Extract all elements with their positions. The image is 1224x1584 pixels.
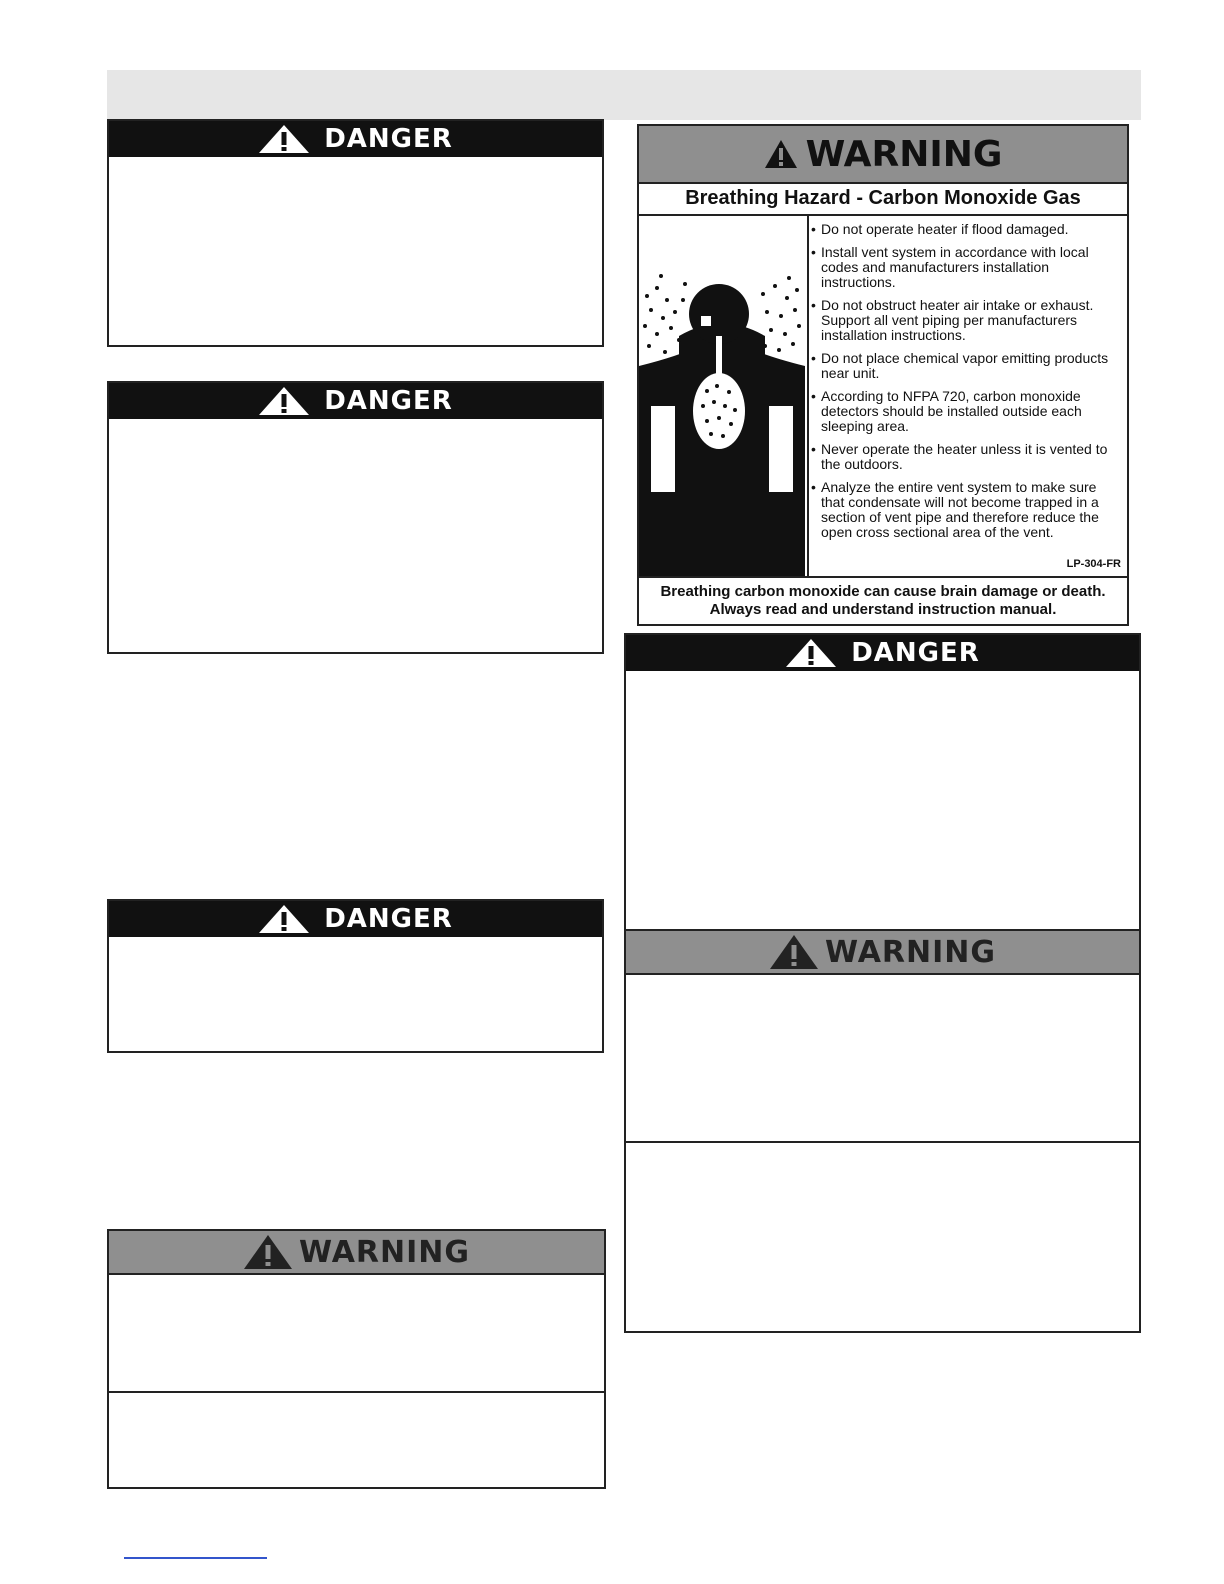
page-header-band xyxy=(107,70,1141,120)
co-bullet-list xyxy=(811,222,1121,548)
list-item: • According to NFPA 720, carbon monoxide detectors should be installed outside each sleeping area. xyxy=(811,389,1121,434)
footer-line-1: Breathing carbon monoxide can cause brain damage or death. xyxy=(660,583,1106,600)
warning-triangle-icon xyxy=(258,904,310,934)
warning-box-left xyxy=(107,1229,606,1489)
list-item: • Do not operate heater if flood damaged. xyxy=(811,222,1121,237)
warning-triangle-icon xyxy=(764,139,798,169)
danger-header xyxy=(626,635,1139,671)
warning-triangle-icon xyxy=(243,1234,293,1270)
link-underline[interactable] xyxy=(124,1557,267,1559)
danger-box-right xyxy=(624,633,1141,1333)
co-label-header xyxy=(639,126,1127,184)
list-item: • Install vent system in accordance with local codes and manufacturers installation instructions. xyxy=(811,245,1121,290)
co-pictogram xyxy=(639,216,809,576)
co-label-subtitle: Breathing Hazard - Carbon Monoxide Gas xyxy=(639,182,1127,216)
warning-label: WARNING xyxy=(824,934,997,970)
warning-label: WARNING xyxy=(298,1234,471,1270)
warning-header xyxy=(109,1231,604,1275)
warning-triangle-icon xyxy=(258,124,310,154)
warning-triangle-icon xyxy=(258,386,310,416)
warning-header xyxy=(626,931,1139,975)
danger-label: DANGER xyxy=(851,638,980,668)
danger-box-1 xyxy=(107,119,604,347)
list-item: • Analyze the entire vent system to make sure that condensate will not become trapped in a section of vent pipe and therefore reduce the open cross sectional area of the vent. xyxy=(811,480,1121,540)
co-warning-label xyxy=(637,124,1129,626)
danger-label: DANGER xyxy=(324,904,453,934)
co-label-title: WARNING xyxy=(805,133,1003,175)
danger-header xyxy=(109,121,602,157)
danger-header xyxy=(109,383,602,419)
danger-label: DANGER xyxy=(324,124,453,154)
danger-box-2 xyxy=(107,381,604,654)
danger-header xyxy=(109,901,602,937)
warning-triangle-icon xyxy=(785,638,837,668)
warning-triangle-icon xyxy=(769,934,819,970)
co-label-footer xyxy=(639,576,1127,624)
danger-label: DANGER xyxy=(324,386,453,416)
label-code: LP-304-FR xyxy=(1066,558,1121,570)
list-item: • Do not obstruct heater air intake or exhaust. Support all vent piping per manufacturers installation instructions. xyxy=(811,298,1121,343)
list-item: • Never operate the heater unless it is vented to the outdoors. xyxy=(811,442,1121,472)
section-divider xyxy=(109,1391,604,1393)
danger-box-3 xyxy=(107,899,604,1053)
footer-line-2: Always read and understand instruction manual. xyxy=(709,601,1057,618)
person-breathing-gas-icon xyxy=(639,216,805,576)
section-divider xyxy=(626,1141,1139,1143)
list-item: • Do not place chemical vapor emitting products near unit. xyxy=(811,351,1121,381)
